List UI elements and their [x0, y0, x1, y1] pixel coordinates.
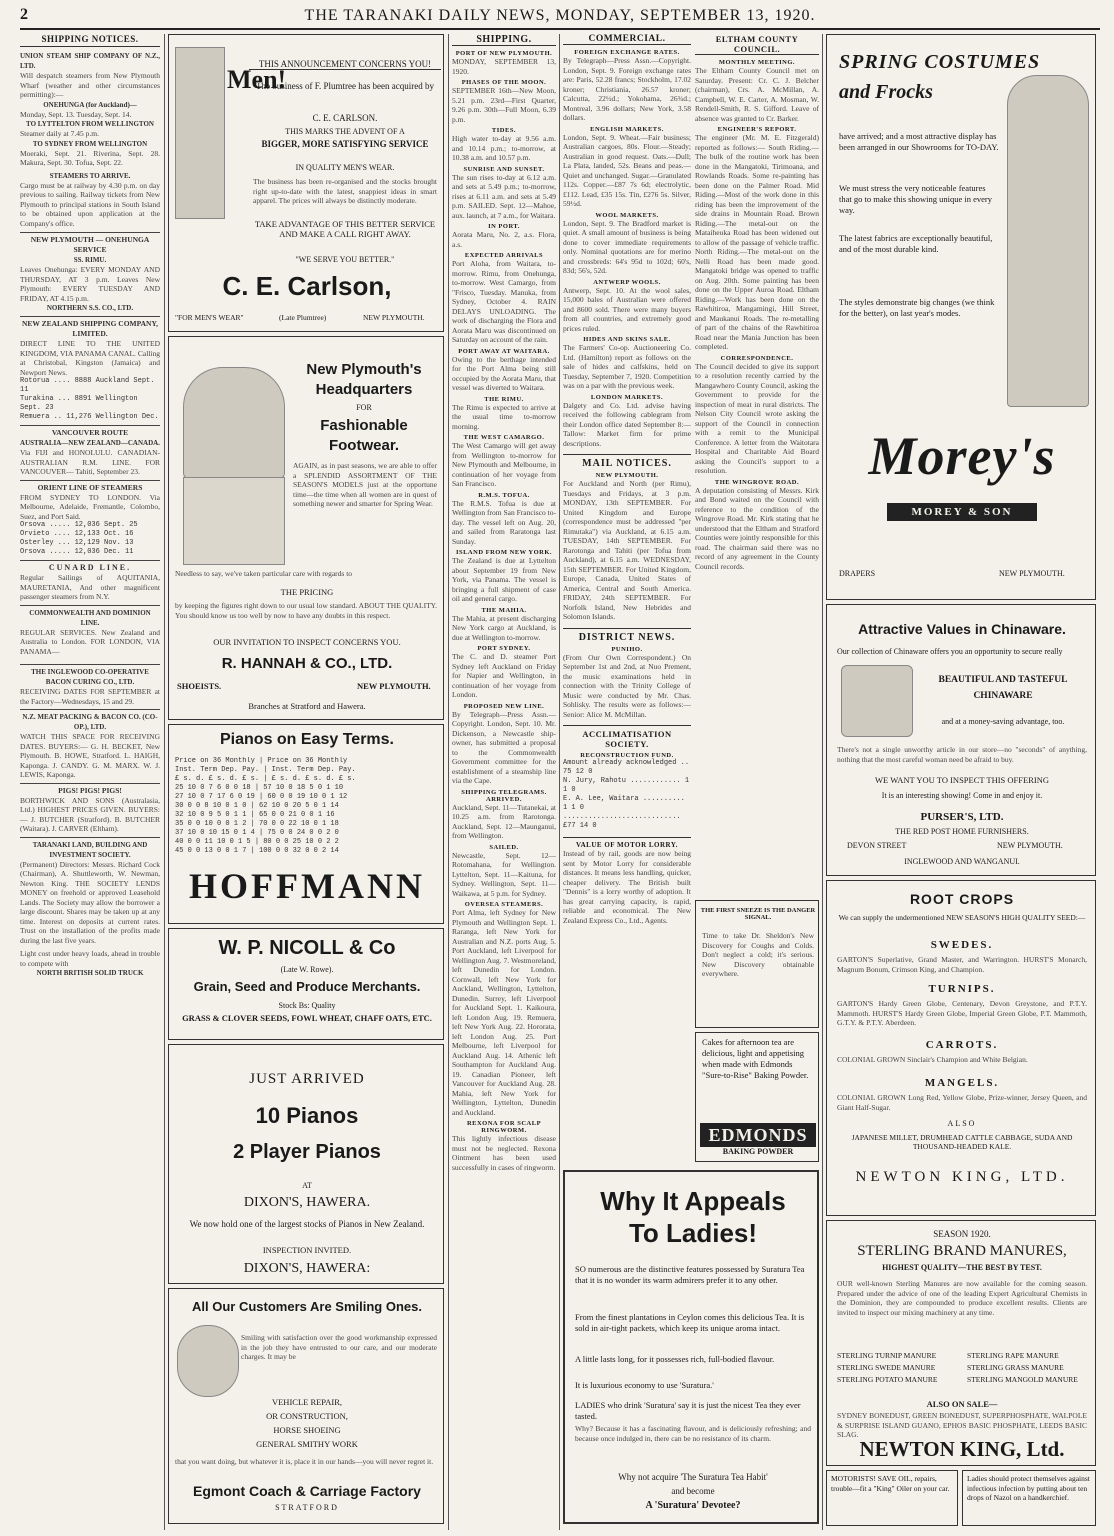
shipping-subhead: PHASES OF THE MOON. [461, 79, 547, 86]
commercial-subhead: LONDON MARKETS. [590, 393, 664, 401]
pursers-line: Our collection of Chinaware offers you an opportunity to secure really [837, 647, 1063, 656]
carlson-headline: THIS ANNOUNCEMENT CONCERNS YOU! [249, 59, 441, 70]
dixon-line: We now hold one of the largest stocks of Pianos in New Zealand. [189, 1219, 425, 1229]
suratura-para: From the finest plantations in Ceylon comes this delicious Tea. It is sold in air-tight packets, which keep its unique aroma intact. [575, 1312, 805, 1333]
shipping-subhead: ISLAND FROM NEW YORK. [455, 549, 553, 556]
morey-para: have arrived; and a most attractive display has been arranged in our Showrooms for TO-DAY. [839, 131, 999, 152]
pursers-line: WE WANT YOU TO INSPECT THIS OFFERING [875, 775, 1049, 785]
morey-para: The styles demonstrate big changes (we think for the better), on last year's modes. [839, 297, 995, 318]
shipping-subhead: REXONA FOR SCALP RINGWORM. [466, 1120, 542, 1134]
notice-line: TO SYDNEY FROM WELLINGTON [32, 139, 148, 148]
manure-item: STERLING SWEDE MANURE [837, 1363, 936, 1372]
manure-item: STERLING TURNIP MANURE [837, 1351, 937, 1360]
shipping-subhead: SHIPPING TELEGRAMS. [461, 788, 547, 796]
root-mangels: MANGELS. [924, 1077, 1000, 1089]
notice-line: NEW PLYMOUTH — ONEHUNGA SERVICE [20, 232, 160, 255]
shipping-subhead: SAILED. [489, 843, 519, 851]
dixon-advert [168, 1044, 444, 1284]
motorists-copy: MOTORISTS! SAVE OIL, repairs, trouble—fit a "King" Oiler on your car. [831, 1474, 950, 1493]
costume-illustration [1007, 75, 1089, 407]
shipping-notices-column: SHIPPING NOTICES. UNION STEAM SHIP COMPANY OF N.Z., LTD. Will despatch steamers from New Plymouth Wharf (weather and other circumstances permitting):— ONEHUNGA (for Auckland)— Monday, Sept. 13. Tuesday, Sept. 14. TO LYTTELTON FROM WELLINGTON Steamer daily at 7.45 p.m. TO SYDNEY FROM WELLINGTON Moeraki, Sept. 21. Riverina, Sept. 28. Makura, Sept. 30. Tofua, Sept. 22. STEAMERS TO ARRIVE. Cargo must be at railway by 4.30 p.m. on day previous to sailing. Railway tickets from New Plymouth to principal stations in South Island to be obtained upon application at the Company's office. NEW PLYMOUTH — ONEHUNGA SERVICE SS. RIMU. Leaves Onehunga: EVERY MONDAY AND THURSDAY, AT 3 p.m. Leaves New Plymouth: EVERY TUESDAY AND FRIDAY, AT 4.15 p.m. NORTHERN S.S. CO., LTD. NEW ZEALAND SHIPPING COMPANY, LIMITED. DIRECT LINE TO THE UNITED KINGDOM, VIA PANAMA CANAL. Calling at Christobal, Kingston (Jamaica) and Newport News. Rotorua .... 8888 Auckland Sept. 11 Turakina ... 8891 Wellington Sept. 23 Remuera .. 11,276 Wellington Dec. VANCOUVER ROUTE AUSTRALIA—NEW ZEALAND—CANADA. Via FIJI and HONOLULU. CANADIAN-AUSTRALIAN R.M. LINE. FOR VANCOUVER— Tahiti, September 23. ORIENT LINE OF STEAMERS FROM SYDNEY TO LONDON. Via Melbourne, Adelaide, Fremantle, Colombo, Suez, and Port Said. Orsova ..... 12,036 Sept. 25 Orvieto .... 12,133 Oct. 16 Osterley ... 12,129 Nov. 13 Orsova ..... 12,036 Dec. 11 CUNARD LINE. Regular Sailings of AQUITANIA, MAURETANIA, And other magnificent passenger steamers from N.Y. COMMONWEALTH AND DOMINION LINE. REGULAR SERVICES. New Zealand and Australia to London. FOR LONDON, VIA PANAMA— THE INGLEWOOD CO-OPERATIVE BACON CURING CO., LTD. RECEIVING DATES FOR SEPTEMBER at the Factory—Wednesdays, 15 and 29. N.Z. MEAT PACKING & BACON CO. (CO-OP.), LTD. WATCH THIS SPACE FOR RECEIVING DATES. BUYERS:— G. H. BECKET, New Plymouth. B. HOWE, Stratford. L. HAIGH, Kaponga. J. CANDY. G. M. MARX. W. J. LEWIS, Kaponga. PIGS! PIGS! PIGS! BORTHWICK AND SONS (Australasia, Ltd.) HIGHEST PRICES GIVEN. BUYERS:— J. BUTCHER (Stratford). B. BUTCHER (Waitara). J. CARVER (Eltham). TARANAKI LAND, BUILDING AND INVESTMENT SOCIETY. (Permanent) Directors: Messrs. Richard Cock (Chairman), A. Shuttleworth, W. Newman, Newton King. THE SOCIETY LENDS MONEY on freehold or approved Leasehold Lands. The Society may allow the borrower a large discount. Shares may be taken up at any time. Interest on deposits at current rates. Trust on the installation of the profits made during the last five years. Light cost under heavy loads, ahead in trouble to compete with NORTH BRITISH SOLID TRUCK [20, 34, 160, 977]
suratura-para: It is luxurious economy to use 'Suratura.' [575, 1380, 714, 1390]
notice-line: AUSTRALIA—NEW ZEALAND—CANADA. [20, 439, 160, 447]
root-turnips: TURNIPS. [928, 983, 996, 995]
commercial-column: COMMERCIAL. FOREIGN EXCHANGE RATES. By Telegraph—Press Assn.—Copyright. London, Sept. 9. Foreign exchange rates are: Paris, 52.28 francs; Stockholm, 17.02 kroner; Christiania, 26.57 kroner; Calcutta, 22½d.; Yokohama, 26¾d.; Montreal, 3.96 dollars; New York, 3.58 dollars. ENGLISH MARKETS. London, Sept. 9. Wheat.—Fair business; Australian cargoes, 80s. Flour.—Steady; Australian in good request. Oats.—Dull; La Plata, landed, 52s. Beans and peas.—Quiet and unchanged. Sugar.—Granulated 112s. Copper.—£87 7s 6d; electrolytic, £112. Lead, £35 15s. Tin, £276 5s. Silver, 59½d. WOOL MARKETS. London, Sept. 9. The Bradford market is quiet. A small amount of business is being done to cover immediate requirements only. Nominal quotations are for merino and crossbreds: 64's 95d to 102d; 60's, 83d; 56's, 52d. ANTWERP WOOLS. Antwerp, Sept. 10. At the wool sales, 15,000 bales of Australian were offered and 8600 sold. There were many buyers from all countries, and extremely good prices ruled. HIDES AND SKINS SALE. The Farmers' Co-op. Auctioneering Co. Ltd. (Hamilton) report as follows on the sale of hides and calfskins, held on Tuesday, September 7, 1920. Competition was on a par with the previous week. LONDON MARKETS. Dalgety and Co. Ltd. advise having received the following cablegram from their London office dated September 8:—Tallow: Market firm for prime descriptions. MAIL NOTICES. NEW PLYMOUTH. For Auckland and North (per Rimu), Tuesdays and Fridays, at 3 p.m. MONDAY, 13th SEPTEMBER. For United Kingdom and Europe (correspondence must be addressed "per Rimutaka") via Auckland, at 6.15 a.m. TUESDAY, 14th SEPTEMBER. For Rarotonga and Tahiti (per Tofua from Auckland), at 6.15 a.m. WEDNESDAY, 15th SEPTEMBER. For United Kingdom, Europe, Canada, United States of America, Central and South America. FRIDAY, 24th SEPTEMBER. For Norfolk Island, New Hebrides and Solomon Islands. DISTRICT NEWS. PUNIHO. (From Our Own Correspondent.) On September 1st and 2nd, at Nuo Prement, the music examinations held in connection with the Trinity College of Music were conducted by Mr. Chas. Sohlisky. The results were as follows:—Senior: Alice M. McMillan. ACCLIMATISATION SOCIETY. RECONSTRUCTION FUND. Amount already acknowledged .. 75 12 0 N. Jury, Rahotu ............ 1 1 0 E. A. Lee, Waitara .......... 1 1 0 ............................ £77 14 0 VALUE OF MOTOR LORRY. Instead of by rail, goods are now being sent by Motor Lorry for considerable distances. It means less handling, quicker, cheaper delivery. The British built "Dennis" is a lorry worthy of adoption. It has great carrying capacity, is rapid, reliable and economical. The New Zealand Express Co., Ltd., Agents. [563, 34, 691, 925]
pianos-title: Pianos on Easy Terms. [220, 731, 394, 748]
notice-line: NEW ZEALAND SHIPPING COMPANY, LIMITED. [20, 316, 160, 339]
pursers-street: DEVON STREET [847, 841, 907, 850]
shipping-subhead: IN PORT. [488, 223, 520, 230]
shipping-subhead: THE RIMU. [484, 395, 524, 403]
edmonds-logo: EDMONDS [700, 1123, 816, 1147]
chinaware-illustration [841, 665, 913, 737]
shipping-subhead: EXPECTED ARRIVALS [464, 252, 544, 259]
notice-line: PIGS! PIGS! PIGS! [20, 783, 160, 796]
suratura-para: A little lasts long, for it possesses rich, full-bodied flavour. [575, 1354, 775, 1364]
egmont-service: OR CONSTRUCTION, [266, 1411, 348, 1421]
manures-title: STERLING BRAND MANURES, [857, 1243, 1067, 1259]
shipping-subhead: THE WEST CAMARGO. [463, 434, 545, 441]
morey-logo-sub: MOREY & SON [887, 503, 1037, 521]
hannah-branches: Branches at Stratford and Hawera. [248, 701, 366, 711]
egmont-advert: All Our Customers Are Smiling Ones. Smiling with satisfaction over the good workmanship expressed in the job they have entrusted to our care, and our moderate charges. It may be VEHICLE REPAIR, OR CONSTRUCTION, HORSE SHOEING GENERAL SMITHY WORK that you want doing, but whatever it is, place it in our hands—you will never regret it. Egmont Coach & Carriage Factory STRATFORD [168, 1288, 444, 1524]
shipping-subhead: PORT OF NEW PLYMOUTH. [455, 50, 553, 57]
edmonds-sub: BAKING POWDER [722, 1147, 794, 1156]
commercial-subhead: ANTWERP WOOLS. [593, 278, 661, 286]
egmont-service: GENERAL SMITHY WORK [256, 1439, 358, 1449]
egmont-title: All Our Customers Are Smiling Ones. [192, 1299, 422, 1314]
egmont-service: VEHICLE REPAIR, [271, 1397, 343, 1407]
root-swedes: SWEDES. [930, 939, 994, 951]
pursers-line: and at a money-saving advantage, too. [941, 717, 1065, 726]
manures-company: NEWTON KING, Ltd. [859, 1437, 1065, 1461]
notice-line: VANCOUVER ROUTE [20, 425, 160, 438]
manures-season: SEASON 1920. [933, 1229, 991, 1239]
suratura-advert: Why It Appeals To Ladies! SO numerous are the distinctive features possessed by Suratura Tea that it is no wonder its warm admirers prefer it to any other. From the finest plantations in Ceylon comes this delicious Tea. It is sold in air-tight packets, which keep its unique aroma intact. A little lasts long, for it possesses rich, full-bodied flavour. It is luxurious economy to use 'Suratura.' LADIES who drink 'Suratura' say it is just the nicest Tea they ever tasted. Why? Because it has a fascinating flavour, and is deliciously refreshing; and because once indulged in, there can be no resistance of its charm. Why not acquire 'The Suratura Tea Habit' and become A 'Suratura' Devotee? [563, 1170, 819, 1524]
root-intro: We can supply the undermentioned NEW SEASON'S HIGH QUALITY SEED:— [838, 913, 1086, 922]
eltham-subhead: THE WINGROVE ROAD. [714, 478, 800, 486]
nicoll-late: (Late W. Rowe). [280, 965, 334, 974]
morey-drapers: DRAPERS [839, 569, 876, 578]
eltham-subhead: ENGINEER'S REPORT. [717, 126, 797, 133]
price-table: Price on 36 Monthly | Price on 36 Monthly Inst. Term Dep. Pay. | Inst. Term Dep. Pay. £ s. d. £ s. d. £ s. | £ s. d. £ s. d. £ s. 25 10 0 7 6 0 0 18 | 57 10 0 18 5 0 1 10 27 10 0 7 17 6 0 19 | 60 0 0 19 10 0 1 12 30 0 0 8 10 0 1 0 | 62 10 0 20 5 0 1 14 32 10 0 9 5 0 1 1 | 65 0 0 21 0 0 1 16 35 0 0 10 0 0 1 2 | 70 0 0 22 10 0 1 18 37 10 0 10 15 0 1 4 | 75 0 0 24 0 0 2 0 40 0 0 11 10 0 1 5 | 80 0 0 25 10 0 2 2 45 0 0 13 0 0 1 7 | 100 0 0 32 0 0 2 14 [175, 757, 356, 855]
hannah-company: R. HANNAH & CO., LTD. [221, 655, 393, 672]
shipping-subhead: THE MAHIA. [481, 606, 527, 614]
carlson-footer: NEW PLYMOUTH. [363, 313, 425, 322]
notice-line: THE INGLEWOOD CO-OPERATIVE BACON CURING CO., LTD. [20, 664, 160, 687]
root-also: ALSO [947, 1119, 977, 1128]
column-rule [822, 34, 823, 1530]
hannah-right: NEW PLYMOUTH. [357, 681, 431, 691]
root-crops-advert: ROOT CROPS We can supply the undermentioned NEW SEASON'S HIGH QUALITY SEED:— SWEDES. GARTON'S Superlative, Grand Master, and Warrington. HURST'S Monarch, Magnum Bonum, Crimson King, and Champion. TURNIPS. GARTON'S Hardy Green Globe, Centenary, Devon Greystone, and P.T.Y. Mammoth. HURST'S Hardy Green Globe, Imperial Green Globe, P.T. Mammoth, G.T.Y. & P.T.Y. Aberdeen. CARROTS. COLONIAL GROWN Sinclair's Champion and White Belgian. MANGELS. COLONIAL GROWN Long Red, Yellow Globe, Prize-winner, Jersey Queen, and Giant Half-Sugar. ALSO JAPANESE MILLET, DRUMHEAD CATTLE CABBAGE, SUDA AND THOUSAND-HEADED KALE. NEWTON KING, LTD. [826, 880, 1096, 1216]
district-title: DISTRICT NEWS. [563, 628, 691, 643]
root-title: ROOT CROPS [909, 891, 1015, 907]
pursers-line: CHINAWARE [973, 691, 1033, 701]
pianos-brand: HOFFMANN [189, 866, 425, 906]
carlson-body: "WE SERVE YOU BETTER." [295, 255, 395, 264]
notice-line: NORTHERN S.S. CO., LTD. [46, 304, 134, 312]
notice-line: ONEHUNGA (for Auckland)— [43, 100, 137, 109]
notice-line: STEAMERS TO ARRIVE. [49, 171, 131, 180]
shoe-illustration [183, 477, 285, 565]
nicoll-name: W. P. NICOLL & Co [218, 937, 396, 959]
ladies-copy: Ladies should protect themselves against infectious infection by putting about ten drops of Nazol on a handkerchief. [967, 1474, 1090, 1502]
carlson-footer: (Late Plumtree) [279, 313, 327, 322]
smiling-face-illustration [177, 1325, 239, 1397]
suratura-title: To Ladies! [628, 1218, 758, 1248]
motorists-advert [826, 1470, 958, 1526]
notice-line: NORTH BRITISH SOLID TRUCK [36, 969, 144, 977]
dixon-arrived: JUST ARRIVED [249, 1071, 365, 1087]
shipping-subhead: PORT AWAY AT WAITARA. [458, 347, 550, 355]
masthead [20, 6, 1100, 30]
carlson-body: TAKE ADVANTAGE OF THIS BETTER SERVICE AND MAKE A CALL RIGHT AWAY. [254, 219, 436, 239]
hannah-invite: OUR INVITATION TO INSPECT CONCERNS YOU. [213, 637, 401, 647]
carlson-body: BIGGER, MORE SATISFYING SERVICE [261, 139, 429, 149]
shipping-subhead: SUNRISE AND SUNSET. [463, 165, 545, 173]
suratura-footer: A 'Suratura' Devotee? [645, 1500, 741, 1511]
pursers-sub: THE RED POST HOME FURNISHERS. [895, 827, 1029, 836]
root-misc: JAPANESE MILLET, DRUMHEAD CATTLE CABBAGE, SUDA AND THOUSAND-HEADED KALE. [851, 1133, 1073, 1151]
pursers-title: Attractive Values in Chinaware. [858, 621, 1066, 637]
morey-spring: and Frocks [839, 81, 933, 103]
carlson-advert: Men! THIS ANNOUNCEMENT CONCERNS YOU! The business of F. Plumtree has been acquired by C. E. CARLSON. THIS MARKS THE ADVENT OF A BIGGER, MORE SATISFYING SERVICE IN QUALITY MEN'S WEAR. The business has been re-organised and the stocks brought right up-to-date with the latest, snappiest ideas in smart apparel. The prices will always be distinctly moderate. TAKE ADVANTAGE OF THIS BETTER SERVICE AND MAKE A CALL RIGHT AWAY. "WE SERVE YOU BETTER." C. E. Carlson, "FOR MEN'S WEAR" (Late Plumtree) NEW PLYMOUTH. [168, 34, 444, 332]
manure-item: STERLING RAPE MANURE [967, 1351, 1059, 1360]
eltham-subhead: CORRESPONDENCE. [720, 354, 794, 362]
pursers-branches: INGLEWOOD AND WANGANUI. [904, 857, 1020, 866]
commercial-subhead: RECONSTRUCTION FUND. [580, 752, 674, 759]
nicoll-seeds: GRASS & CLOVER SEEDS, FOWL WHEAT, CHAFF OATS, ETC. [182, 1013, 432, 1023]
commercial-subhead: HIDES AND SKINS SALE. [583, 336, 671, 343]
commercial-subhead: WOOL MARKETS. [595, 211, 659, 219]
lady-illustration [183, 367, 285, 479]
shipping-subhead: ARRIVED. [486, 795, 522, 803]
notice-line: CUNARD LINE. [20, 560, 160, 573]
dixon-store: DIXON'S, HAWERA: [243, 1261, 371, 1276]
root-carrots: CARROTS. [925, 1039, 999, 1051]
dixon-player-pianos: 2 Player Pianos [233, 1141, 381, 1163]
hannah-advert: New Plymouth's Headquarters FOR Fashionable Footwear. AGAIN, as in past seasons, we are able to offer a SPLENDID ASSORTMENT OF THE SEASON'S MODELS just at the opportune time—the time when all women are in quest of something newer and smarter for Spring Wear. Needless to say, we've taken particular care with regards to THE PRICING by keeping the figures right down to our usual low standard. ABOUT THE QUALITY. You should know us too well by now to have any doubts in this respect. OUR INVITATION TO INSPECT CONCERNS YOU. R. HANNAH & CO., LTD. SHOEISTS. NEW PLYMOUTH. Branches at Stratford and Hawera. [168, 336, 444, 720]
dixon-line: INSPECTION INVITED. [262, 1245, 352, 1255]
notice-line: ORIENT LINE OF STEAMERS [20, 480, 160, 493]
nicoll-tag: Grain, Seed and Produce Merchants. [193, 979, 421, 994]
man-illustration [175, 47, 225, 219]
pianos-advert [168, 724, 444, 924]
notice-line: SS. RIMU. [73, 256, 107, 264]
manures-advert: SEASON 1920. STERLING BRAND MANURES, HIGHEST QUALITY—THE BEST BY TEST. OUR well-known Sterling Manures are now available for the coming season. Prepared under the advice of one of the leading Expert Agricultural Chemists in the Dominion, they are compounded to produce excellent results. Clients are invited to inspect our mixing machinery at any time. STERLING TURNIP MANURE STERLING SWEDE MANURE STERLING POTATO MANURE STERLING RAPE MANURE STERLING GRASS MANURE STERLING MANGOLD MANURE ALSO ON SALE— SYDNEY BONEDUST, GREEN BONEDUST, SUPERPHOSPHATE, WALPOLE & SURPRISE ISLAND GUANO, EPHOS BASIC PHOSPHATE, LEEDS BASIC SLAG. NEWTON KING, Ltd. [826, 1220, 1096, 1466]
shipping-subhead: R.M.S. TOFUA. [478, 491, 530, 499]
column-rule [559, 34, 560, 1530]
edmonds-copy: Cakes for afternoon tea are delicious, light and appetising when made with Edmonds "Sure-to-Rise" Baking Powder. [702, 1037, 809, 1080]
suratura-para: SO numerous are the distinctive features possessed by Suratura Tea that it is no wonder its warm admirers prefer it to any other. [575, 1264, 805, 1285]
root-company: NEWTON KING, LTD. [855, 1169, 1069, 1185]
page-number: 2 [20, 6, 28, 23]
shipping-subhead: PROPOSED NEW LINE. [463, 702, 545, 710]
hannah-left: SHOEISTS. [177, 681, 222, 691]
manure-item: STERLING POTATO MANURE [837, 1375, 938, 1384]
suratura-footer: and become [671, 1486, 715, 1496]
shipping-subhead: PORT SYDNEY. [477, 645, 531, 652]
notice-line: N.Z. MEAT PACKING & BACON CO. (CO-OP.), LTD. [20, 709, 160, 732]
hannah-headline: Headquarters [315, 381, 413, 398]
dixon-store: DIXON'S, HAWERA. [243, 1195, 371, 1210]
pursers-line: BEAUTIFUL AND TASTEFUL [938, 675, 1068, 685]
morey-logo: Morey's [868, 426, 1056, 486]
edmonds-advert [695, 1032, 819, 1162]
commercial-subhead: ENGLISH MARKETS. [590, 125, 664, 133]
shipping-title: SHIPPING. [452, 34, 556, 46]
ladies-advert [962, 1470, 1096, 1526]
newspaper-title: THE TARANAKI DAILY NEWS, MONDAY, SEPTEMBER 13, 1920. [304, 7, 816, 24]
column-rule [164, 34, 165, 1530]
shipping-subhead: TIDES. [491, 127, 517, 134]
eltham-column: ELTHAM COUNTY COUNCIL. MONTHLY MEETING. The Eltham County Council met on Saturday. Present: Cr. C. J. Belcher (chairman), Crs. A. McMillan, A. Campbell, W. E. Carter, A. Mosman, W. Rendell-Smith, R. S. Gifford. Leave of absence was granted to Cr. Barker. ENGINEER'S REPORT. The engineer (Mr. M. E. Fitzgerald) reported as follows:— South Riding.—The bulk of the routine work has been done in the Mangatoki, Tirimoana, and Rowlands Roads. Some re-painting has been done on the Palmer Road. Mid Riding.—Most of the work done in this riding has been the improvement of the side drains in Mountain Road. Brown Riding.—The metal-out on the Mataiheuka Road has been widened out to allow of the passage of vehicle traffic. North Riding.—The metal-out on the Nelli Road has been made good. Mangatoki bridge was opened to traffic on Aug. 20th. Some painting has been done on the Upper Auroa Road. Eltham Riding.—Work has been done on the Rawhitiroa, Mangamingi, Hill Street, and Maukanui Roads. The re-metalling of part of the chains of the Rawhitiroa Road near the Mania Junction has been completed. CORRESPONDENCE. The Council decided to give its support to a resolution recently carried by the Mangawhero County Council, asking the Government to provide for the inspection of meat in rural districts. The Nelson City Council wrote asking the support of the Council in connection with a remit to the Municipal Conference. A letter from the Waitotara Hospital and Charitable Aid Board asking the Council's support to a resolution. THE WINGROVE ROAD. A deputation consisting of Messrs. Kirk and Bond waited on the Council with reference to the condition of the Wingrove Road. Mr. Kirk stating that he understood that the Eltham and Stratford Counties were jointly responsible for this road. The chairman said there was no record of any agreement in the County Council records. [695, 34, 819, 571]
pursers-town: NEW PLYMOUTH. [997, 841, 1063, 850]
hannah-pricing: THE PRICING [280, 587, 334, 597]
commercial-subhead: PUNIHO. [611, 645, 643, 653]
shipping-subhead: OVERSEA STEAMERS. [464, 901, 544, 908]
hannah-headline: New Plymouth's [306, 361, 422, 378]
suratura-title: Why It Appeals [600, 1186, 786, 1216]
nicoll-advert [168, 928, 444, 1040]
lorry-title: VALUE OF MOTOR LORRY. [563, 837, 691, 849]
morey-para: The latest fabrics are exceptionally beautiful, and of the most durable kind. [839, 233, 993, 254]
carlson-name: C. E. CARLSON. [312, 113, 378, 123]
eltham-title: ELTHAM COUNTY COUNCIL. [695, 34, 819, 55]
egmont-place: STRATFORD [275, 1503, 339, 1512]
hannah-headline: FOR [356, 403, 372, 412]
manure-item: STERLING MANGOLD MANURE [967, 1375, 1078, 1384]
morey-place: NEW PLYMOUTH. [999, 569, 1065, 578]
suratura-para: LADIES who drink 'Suratura' say it is just the nicest Tea they ever tasted. [575, 1400, 801, 1421]
manures-sub: HIGHEST QUALITY—THE BEST BY TEST. [882, 1263, 1042, 1272]
pursers-name: PURSER'S, LTD. [920, 811, 1004, 823]
accl-title: ACCLIMATISATION SOCIETY. [563, 725, 691, 749]
morey-spring: SPRING COSTUMES [839, 51, 1041, 73]
hannah-headline: Footwear. [328, 437, 399, 454]
pursers-line: It is an interesting showing! Come in and enjoy it. [881, 791, 1043, 800]
mail-title: MAIL NOTICES. [563, 454, 691, 469]
nicoll-stock: Stock Bs: Quality [278, 1001, 336, 1010]
morey-para: We must stress the very noticeable features that go to make this showing unique in every way. [839, 183, 992, 215]
notice-line: TO LYTTELTON FROM WELLINGTON [26, 120, 154, 128]
carlson-brand: C. E. Carlson, [222, 271, 392, 301]
shipping-column: SHIPPING. PORT OF NEW PLYMOUTH. MONDAY, SEPTEMBER 13, 1920. PHASES OF THE MOON. SEPTEMBER 16th—New Moon, 5.21 p.m. 23rd—First Quarter, 9.26 p.m. 30th—Full Moon, 6.39 p.m. TIDES. High water to-day at 9.56 a.m. and 10.14 p.m.; to-morrow, at 10.38 a.m. and 10.57 p.m. SUNRISE AND SUNSET. The sun rises to-day at 6.12 a.m. and sets at 5.49 p.m.; to-morrow, rises at 6.11 a.m. and sets at 5.49 p.m. SAILED. Sept. 12—Mahoe, aux. launch, at 7 a.m., for Waitara. IN PORT. Aorata Maru, No. 2, a.s. Flora, a.s. EXPECTED ARRIVALS Port Aloha, from Waitara, to-morrow. Rimu, from Onehunga, to-morrow. West Camargo, from "Frisco, Tuesday. Manuka, from Sydney, October 4. RAIN DELAYS UNLOADING. The work of discharging the Flora and Aorata Maru was discontinued on Saturday on account of the rain. PORT AWAY AT WAITARA. Owing to the berthage intended for the Port Alma being still occupied by the Aorata Maru, that vessel was diverted to Waitara. THE RIMU. The Rimu is expected to arrive at the usual time to-morrow morning. THE WEST CAMARGO. The West Camargo will get away from Wellington to-morrow for New Plymouth and Melbourne, in continuation of her voyage from San Francisco. R.M.S. TOFUA. The R.M.S. Tofua is due at Wellington from San Francisco to-day. The vessel left on Aug. 20, and sailed from Raratonga last Sunday. ISLAND FROM NEW YORK. The Zealand is due at Lyttelton about September 19 from New York, via Panama. The vessel is bringing a full shipment of case oil and general cargo. THE MAHIA. The Mahia, at present discharging New York cargo at Auckland, is due at Wellington to-morrow. PORT SYDNEY. The C. and D. steamer Port Sydney left Auckland on Friday for Napier and Wellington, in continuation of her voyage from London. PROPOSED NEW LINE. By Telegraph—Press Assn.—Copyright. London, Sept. 10. Mr. Dickenson, a Newcastle ship-owner, has submitted a proposal to the Commonwealth Government committee for the establishment of a steamship line via the Cape. SHIPPING TELEGRAMS. ARRIVED. Auckland, Sept. 11—Tutanekai, at 10.25 a.m. from Rarotonga. Auckland, Sept. 12—Maunganui, from Wellington. SAILED. Newcastle, Sept. 12—Rotomahana, for Wellington. Lyttelton, Sept. 11—Kaituna, for Sydney. Wellington, Sept. 11—Waikawa, at 5 p.m. for Sydney. OVERSEA STEAMERS. Port Alma, left Sydney for New Plymouth and Wellington Sept. 1. Raranga, left New York for Australian and N.Z. ports Aug. 5. Port Auckland, left Liverpool for Wellington Aug. 7. Westmoreland, left Dunedin for London. Cornwall, left New York for Auckland, Wellington, Lyttelton, Dunedin. Surrey, left Liverpool for Auckland Sept. 1. Kaikoura, left London Aug. 19. Remuera, left New York Aug. 22. Hororata, left London Aug. 25. Port Melbourne, left Liverpool for Auckland Aug. 14. Athenic left Southampton for Auckland Aug. 19. Canadian Pioneer, left Vancouver for Auckland Aug. 28. Mahia, left New York for Wellington, Lyttelton, Dunedin and Auckland. REXONA FOR SCALP RINGWORM. This lightly infectious disease must not be neglected. Rexona Ointment has been used successfully in cases of ringworm. [452, 34, 556, 1172]
carlson-footer: "FOR MEN'S WEAR" [175, 313, 244, 322]
egmont-name: Egmont Coach & Carriage Factory [193, 1483, 421, 1499]
commercial-subhead: NEW PLYMOUTH. [595, 472, 659, 479]
commercial-title: COMMERCIAL. [563, 34, 691, 45]
manure-item: STERLING GRASS MANURE [967, 1363, 1064, 1372]
sneeze-notice: THE FIRST SNEEZE IS THE DANGER SIGNAL. Time to take Dr. Sheldon's New Discovery for Coughs and Colds. Don't neglect a cold; it's serious. New Discovery obtainable everywhere. [695, 900, 819, 1028]
carlson-body: THIS MARKS THE ADVENT OF A [285, 127, 405, 136]
pursers-advert: Attractive Values in Chinaware. Our collection of Chinaware offers you an opportunity to secure really BEAUTIFUL AND TASTEFUL CHINAWARE and at a money-saving advantage, too. There's not a single unworthy article in our store—no "seconds" of anything, nothing that the most careful woman need be afraid to buy. WE WANT YOU TO INSPECT THIS OFFERING It is an interesting showing! Come in and enjoy it. PURSER'S, LTD. THE RED POST HOME FURNISHERS. DEVON STREET NEW PLYMOUTH. INGLEWOOD AND WANGANUI. [826, 604, 1096, 876]
manures-also: ALSO ON SALE— [926, 1399, 998, 1409]
shipping-notices-heading: SHIPPING NOTICES. [20, 34, 160, 47]
notice-line: TARANAKI LAND, BUILDING AND INVESTMENT SOCIETY. [20, 837, 160, 860]
commercial-subhead: FOREIGN EXCHANGE RATES. [574, 49, 680, 56]
dixon-pianos: 10 Pianos [255, 1103, 359, 1128]
hannah-headline: Fashionable [320, 417, 408, 434]
carlson-body: IN QUALITY MEN'S WEAR. [295, 163, 395, 172]
suratura-footer: Why not acquire 'The Suratura Tea Habit' [618, 1472, 768, 1482]
dixon-at: AT [302, 1181, 312, 1190]
eltham-subhead: MONTHLY MEETING. [718, 59, 796, 66]
column-rule [448, 34, 449, 1530]
carlson-body: The business of F. Plumtree has been acquired by [256, 81, 434, 91]
egmont-service: HORSE SHOEING [273, 1425, 341, 1435]
sneeze-title: THE FIRST SNEEZE IS THE DANGER SIGNAL. [700, 907, 816, 921]
men-heading: Men! [227, 65, 287, 94]
morey-advert [826, 34, 1096, 600]
notice-line: UNION STEAM SHIP COMPANY OF N.Z., LTD. [20, 52, 160, 70]
notice-line: COMMONWEALTH AND DOMINION LINE. [20, 605, 160, 628]
